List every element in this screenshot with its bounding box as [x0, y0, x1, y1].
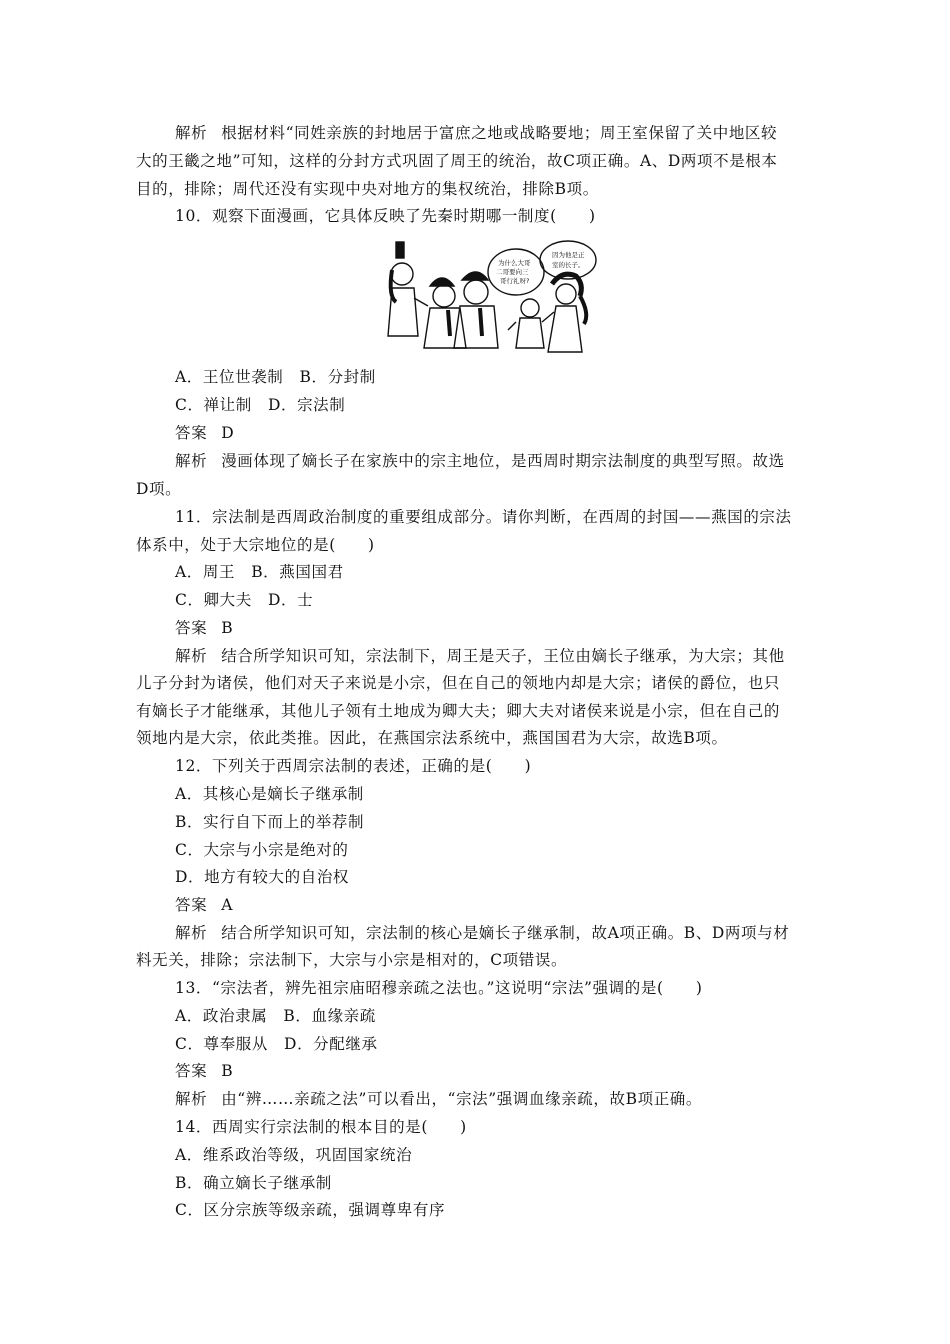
question-11: 11．宗法制是西周政治制度的重要组成部分。请你判断，在西周的封国——燕国的宗法: [175, 508, 792, 526]
bubble-text: 室的长子。: [552, 261, 585, 269]
question-12: 12．下列关于西周宗法制的表述，正确的是( ): [175, 757, 532, 775]
analysis-line: 解析 结合所学知识可知，宗法制下，周王是天子，王位由嫡长子继承，为大宗；其他: [175, 647, 785, 665]
answer-line: 答案 B: [175, 619, 234, 637]
text-line: 料无关，排除；宗法制下，大宗与小宗是相对的，C项错误。: [136, 951, 568, 969]
analysis-line: 解析 漫画体现了嫡长子在家族中的宗主地位，是西周时期宗法制度的典型写照。故选: [175, 452, 785, 470]
analysis-line: 解析 结合所学知识可知，宗法制的核心是嫡长子继承制，故A项正确。B、D两项与材: [175, 924, 790, 942]
text-line: 有嫡长子才能继承，其他儿子领有土地成为卿大夫；卿大夫对诸侯来说是小宗，但在自己的: [136, 702, 781, 720]
figure-hat: [396, 242, 404, 258]
cartoon-illustration: [384, 240, 606, 356]
analysis-line: 解析 由“辨……亲疏之法”可以看出，“宗法”强调血缘亲疏，故B项正确。: [175, 1090, 702, 1108]
bubble-text: 二哥要向三: [496, 268, 529, 276]
answer-line: 答案 A: [175, 896, 233, 914]
text-line: 儿子分封为诸侯，他们对天子来说是小宗，但在自己的领地内却是大宗；诸侯的爵位，也只: [136, 674, 781, 692]
option-line: A．维系政治等级，巩固国家统治: [175, 1146, 413, 1164]
text-line: 解析 根据材料“同姓亲族的封地居于富庶之地或战略要地；周王室保留了关中地区较: [175, 124, 778, 142]
option-line: C．禅让制 D．宗法制: [175, 396, 346, 414]
option-line: C．区分宗族等级亲疏，强调尊卑有序: [175, 1201, 446, 1219]
question-13: 13．“宗法者，辨先祖宗庙昭穆亲疏之法也。”这说明“宗法”强调的是( ): [175, 979, 703, 997]
question-10: 10．观察下面漫画，它具体反映了先秦时期哪一制度( ): [175, 207, 596, 225]
option-line: C．尊奉服从 D．分配继承: [175, 1035, 378, 1053]
text-line: 领地内是大宗，依此类推。因此，在燕国宗法系统中，燕国国君为大宗，故选B项。: [136, 729, 728, 747]
answer-line: 答案 D: [175, 424, 235, 442]
option-line: A．周王 B．燕国国君: [175, 563, 344, 581]
option-line: C．卿大夫 D．士: [175, 591, 314, 609]
text-line: 体系中，处于大宗地位的是( ): [136, 536, 375, 554]
answer-line: 答案 B: [175, 1062, 234, 1080]
text-line: D项。: [136, 480, 182, 498]
option-line: C．大宗与小宗是绝对的: [175, 841, 349, 859]
option-line: B．实行自下而上的举荐制: [175, 813, 365, 831]
text-line: 目的，排除；周代还没有实现中央对地方的集权统治，排除B项。: [136, 180, 599, 198]
option-line: D．地方有较大的自治权: [175, 868, 350, 886]
bubble-text: 为什么大哥: [498, 259, 531, 267]
text-line: 大的王畿之地”可知，这样的分封方式巩固了周王的统治，故C项正确。A、D两项不是根本: [136, 152, 778, 170]
option-line: A．其核心是嫡长子继承制: [175, 785, 364, 803]
option-line: A．王位世袭制 B．分封制: [175, 368, 376, 386]
option-line: A．政治隶属 B．血缘亲疏: [175, 1007, 376, 1025]
question-14: 14．西周实行宗法制的根本目的是( ): [175, 1118, 467, 1136]
bubble-text: 哥行礼呀?: [500, 277, 530, 285]
option-line: B．确立嫡长子继承制: [175, 1174, 332, 1192]
bubble-text: 因为他是正: [552, 251, 585, 259]
